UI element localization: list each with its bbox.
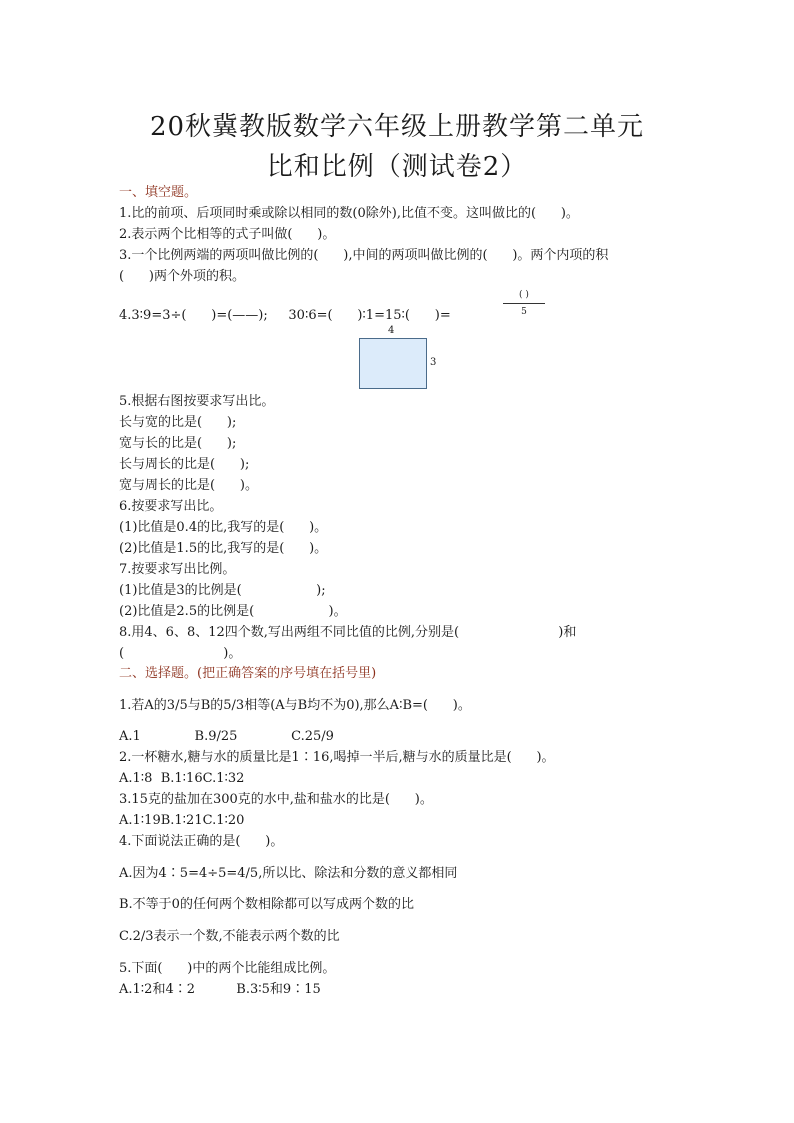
choice-5: 5.下面( )中的两个比能组成比例。 — [119, 961, 336, 976]
title-line-2: 比和比例（测试卷2） — [266, 152, 528, 182]
question-5-a: 长与宽的比是( ); — [119, 415, 237, 430]
fraction-numerator: ( ) — [519, 290, 529, 300]
question-5: 5.根据右图按要求写出比。 — [119, 394, 275, 409]
question-8-part-1: 8.用4、6、8、12四个数,写出两组不同比值的比例,分别是( )和 — [119, 625, 577, 640]
choice-4-c: C.2/3表示一个数,不能表示两个数的比 — [119, 929, 340, 944]
question-3-part-1: 3.一个比例两端的两项叫做比例的( ),中间的两项叫做比例的( )。两个内项的积 — [119, 248, 609, 263]
choice-3: 3.15克的盐加在300克的水中,盐和盐水的比是( )。 — [119, 792, 433, 807]
section-choice-heading: 二、选择题。(把正确答案的序号填在括号里) — [119, 666, 377, 681]
question-4: 4.3∶9=3÷( )=(——); 30∶6=( )∶1=15∶( )= — [119, 308, 451, 323]
question-1: 1.比的前项、后项同时乘或除以相同的数(0除外),比值不变。这叫做比的( )。 — [119, 206, 579, 221]
choice-1: 1.若A的3/5与B的5/3相等(A与B均不为0),那么A∶B=( )。 — [119, 698, 471, 713]
question-5-d: 宽与周长的比是( )。 — [119, 478, 258, 493]
question-6-1: (1)比值是0.4的比,我写的是( )。 — [119, 520, 328, 535]
question-7-1: (1)比值是3的比例是( ); — [119, 583, 326, 598]
choice-1-options: A.1 B.9/25 C.25/9 — [119, 729, 334, 744]
choice-2-options: A.1∶8 B.1∶16C.1∶32 — [119, 771, 245, 786]
question-8-part-2: ( )。 — [119, 646, 242, 661]
question-5-c: 长与周长的比是( ); — [119, 457, 250, 472]
rectangle-width-label: 4 — [388, 325, 395, 336]
question-6: 6.按要求写出比。 — [119, 499, 223, 514]
question-3-part-2: ( )两个外项的积。 — [119, 269, 245, 284]
choice-3-options: A.1∶19B.1∶21C.1∶20 — [119, 813, 245, 828]
question-6-2: (2)比值是1.5的比,我写的是( )。 — [119, 541, 328, 556]
question-7-2: (2)比值是2.5的比例是( )。 — [119, 604, 347, 619]
choice-2: 2.一杯糖水,糖与水的质量比是1∶16,喝掉一半后,糖与水的质量比是( )。 — [119, 750, 555, 765]
rectangle-height-label: 3 — [430, 357, 437, 368]
section-fill-in-heading: 一、填空题。 — [119, 185, 198, 200]
fraction-bar — [503, 303, 545, 304]
question-7: 7.按要求写出比例。 — [119, 562, 236, 577]
choice-4: 4.下面说法正确的是( )。 — [119, 834, 284, 849]
question-2: 2.表示两个比相等的式子叫做( )。 — [119, 227, 336, 242]
choice-5-options: A.1∶2和4∶2 B.3∶5和9∶15 — [119, 982, 321, 997]
fraction-denominator: 5 — [521, 307, 527, 317]
title-line-1: 20秋冀教版数学六年级上册教学第二单元 — [149, 112, 645, 142]
rectangle-figure — [359, 338, 427, 389]
choice-4-b: B.不等于0的任何两个数相除都可以写成两个数的比 — [119, 897, 414, 912]
question-5-b: 宽与长的比是( ); — [119, 436, 237, 451]
choice-4-a: A.因为4∶5=4÷5=4/5,所以比、除法和分数的意义都相同 — [119, 866, 458, 881]
